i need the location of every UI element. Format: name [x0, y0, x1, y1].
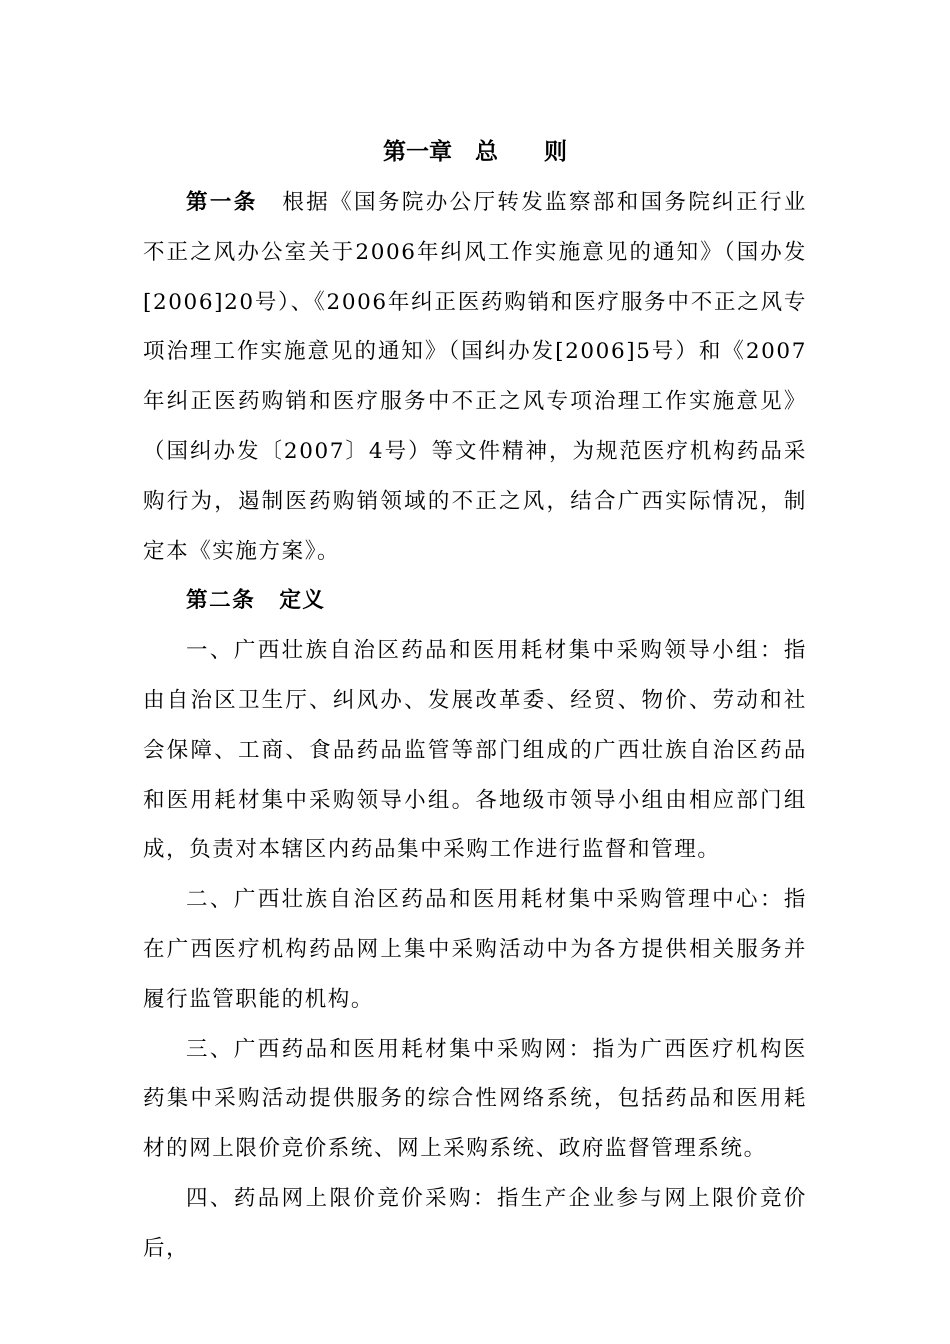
article-2-label: 第二条 — [186, 588, 256, 614]
definition-item-3: 三、广西药品和医用耗材集中采购网：指为广西医疗机构医药集中采购活动提供服务的综合性网络系统，包括药品和医用耗材的网上限价竞价系统、网上采购系统、政府监督管理系统。 — [143, 1036, 807, 1162]
article-1-label: 第一条 — [186, 190, 258, 215]
article-1-text: 根据《国务院办公厅转发监察部和国务院纠正行业不正之风办公室关于2006年纠风工作实施意见的通知》（国办发[2006]20号）、《2006年纠正医药购销和医疗服务中不正之风专项治理工作实施意见的通知》（国纠办发[2006]5号）和《2007年纠正医药购销和医疗服务中不正之风专项治理工作实施意见》（国纠办发〔2007〕4号）等文件精神，为规范医疗机构药品采购行为，遏制医药购销领域的不正之风，结合广西实际情况，制定本《实施方案》。 — [143, 190, 807, 564]
article-2-heading — [143, 576, 807, 626]
chapter-title — [143, 128, 807, 176]
definition-item-2: 二、广西壮族自治区药品和医用耗材集中采购管理中心：指在广西医疗机构药品网上集中采购活动中为各方提供相关服务并履行监管职能的机构。 — [143, 887, 807, 1012]
definition-item-4: 四、药品网上限价竞价采购：指生产企业参与网上限价竞价后， — [143, 1185, 807, 1261]
document-page — [143, 128, 807, 1274]
article-2-title: 定义 — [279, 588, 326, 614]
definition-item-1: 一、广西壮族自治区药品和医用耗材集中采购领导小组：指由自治区卫生厅、纠风办、发展改革委、经贸、物价、劳动和社会保障、工商、食品药品监管等部门组成的广西壮族自治区药品和医用耗材集中采购领导小组。各地级市领导小组由相应部门组成，负责对本辖区内药品集中采购工作进行监督和管理。 — [143, 638, 807, 863]
chapter-title-text: 第一章 总 则 — [383, 138, 567, 165]
article-1-paragraph — [143, 178, 807, 576]
